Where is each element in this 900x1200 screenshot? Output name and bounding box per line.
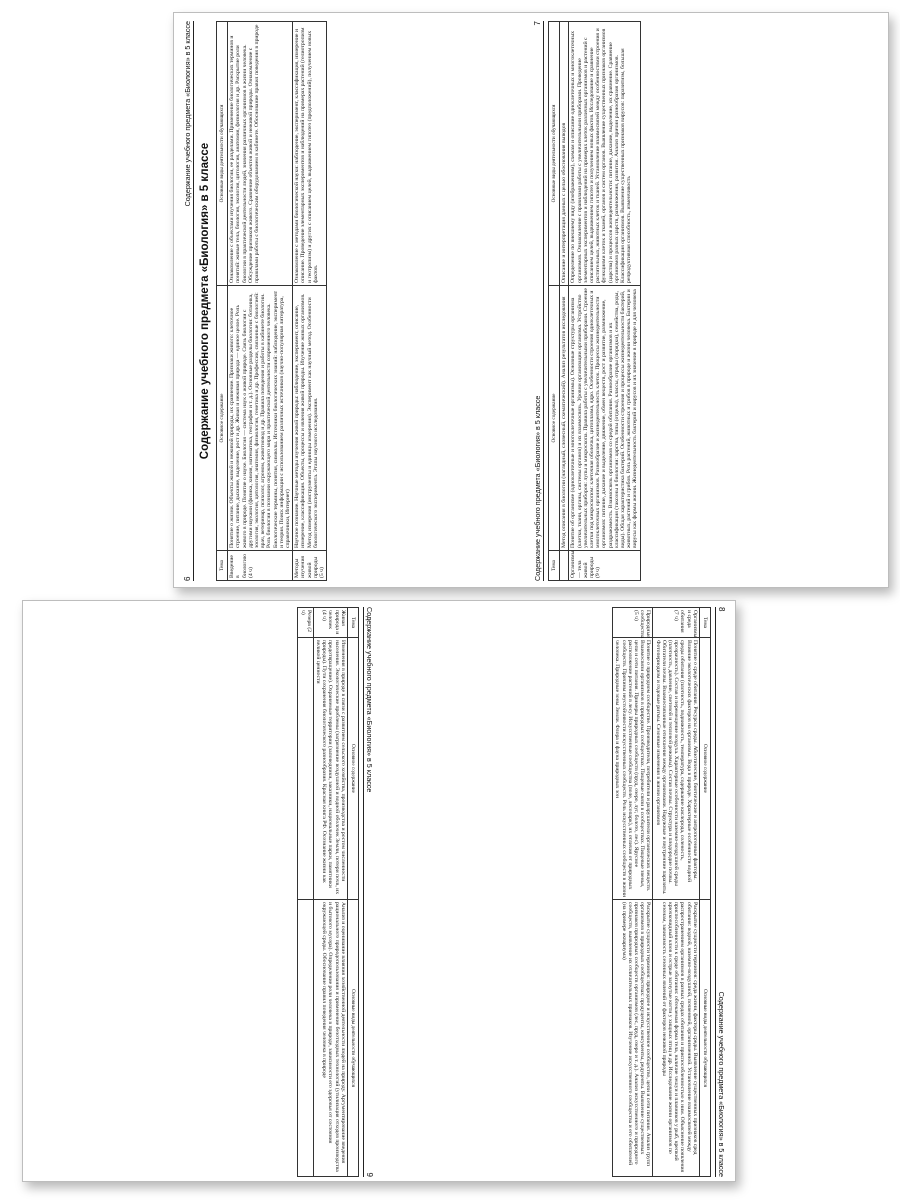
running-title: Содержание учебного предмета «Биология» в 5 классе (717, 991, 726, 1177)
page-8 (387, 607, 727, 1177)
table-row (613, 608, 653, 1177)
activity-cell: Ознакомление с методами биологической науки: наблюдение, эксперимент, классификация, измерение и описание. Проведение элементарных экспериментов и наблюдений на примерах растений (гелиотропизм и геотропизм) и других с описанием целей, выдвижением гипотез (предположений), получением новых фактов. (293, 22, 327, 286)
running-title: Содержание учебного предмета «Биология» в 5 классе (533, 395, 542, 581)
col-topic: Тема (549, 551, 560, 581)
col-topic: Тема (217, 551, 228, 581)
page-9 (35, 607, 375, 1177)
col-content: Основное содержание (699, 638, 710, 900)
topic-cell: Организмы и среда обитания (7 ч) (653, 608, 699, 638)
content-table (612, 607, 711, 1177)
page-7 (532, 21, 872, 581)
col-content: Основное содержание (347, 638, 358, 900)
table-header-row (699, 608, 710, 1177)
topic-cell: Методы изучения живой природы (5 ч) (293, 551, 327, 581)
content-cell: Понятие о жизни. Объекты живой и неживой природы, их сравнение. Признаки живого: клеточное строение, питание, дыхание, выделение, рост и др. Живая и неживая природа — единое целое. Роль живого в природе. Понятие о науке. Биология — система наук о живой природе. Связь биологии с другими науками (физика, химия, математика, география и т. д.). Основные разделы биологии: ботаника, зоология, экология, цитология, анатомия, физиология, генетика и др. Профессии, связанные с биологией: врач, ветеринар, психолог, агроном, животновод и др. Правила поведения и работы в кабинете биологии. Роль биологии в познании окружающего мира и практической деятельности современного человека. Биологические термины, понятия, символы. Источники биологических знаний: наблюдение, эксперимент и теория. Поиск информации с использованием различных источников (научно-популярная литература, справочники, Интернет) (228, 286, 293, 551)
page-number: 9 (365, 1172, 374, 1177)
activity-cell: Описание и интерпретация данных с целью обоснования выводов (560, 22, 569, 286)
col-topic: Тема (699, 608, 710, 638)
content-cell (298, 638, 313, 900)
page-number: 7 (533, 21, 542, 26)
col-content: Основное содержание (549, 286, 560, 551)
col-content: Основное содержание (217, 286, 228, 551)
table-row (293, 22, 327, 581)
running-title: Содержание учебного предмета «Биология» в 5 классе (365, 607, 374, 793)
table-row (569, 22, 640, 581)
page-number: 8 (717, 607, 726, 612)
topic-cell: Организмы — тела живой природы (9 ч) (569, 551, 640, 581)
table-row (560, 22, 569, 581)
content-cell: Изменения в природе в связи с развитием сельского хозяйства, производства и ростом численности населения. Экологические проблемы (загрязнение воздушной и водной оболочек Земли, потери почв, их предотвращение). Охраняемые территории (заповедники, заказники, национальные парки, памятники природы). Пути сохранения биологического разнообразия. Красная книга РФ. Осознание жизни как великой ценности (313, 638, 347, 900)
table-row (298, 608, 313, 1177)
activity-cell: Раскрытие сущности терминов: среда жизни, факторы среды. Выявление существенных признаков сред обитания: водной, наземно-воздушной, почвенной, организменной. Установление взаимосвязей между распространением организмов в разных средах обитания и приспособленностью к ним. Объяснение появления приспособленности к среде обитания: обтекаемая форма тела, наличие чешуи и плавников у рыб, крепкий крючковидный клюв и острые загнутые когти у хищных птиц и др. Исследование жизни организмов по сезонам, зависимость сезонных явлений от факторов неживой природы (653, 900, 699, 1177)
top-sheet-content (182, 21, 882, 581)
activity-cell: Раскрытие сущности терминов: природное и искусственное сообщество, цепи и сети питания. Анализ групп организмов в природных сообществах: продуценты, консументы, редуценты. Выявление существенных признаков природных сообществ организмов (лес, пруд, озеро и т. д.). Анализ искусственного и природного сообществ, выявление их отличительных признаков. Изучение искусственного сообщества и его обитателей (на примере аквариума) (613, 900, 653, 1177)
page-header (182, 21, 194, 581)
table-row (653, 608, 699, 1177)
bottom-sheet (22, 600, 736, 1182)
page-header (532, 21, 544, 581)
topic-cell (560, 551, 569, 581)
topic-cell: Введение в биологию (4 ч) (228, 551, 293, 581)
page-header (715, 607, 727, 1177)
table-row (313, 608, 347, 1177)
page-header (363, 607, 375, 1177)
bottom-sheet-content (27, 607, 727, 1177)
activity-cell (298, 900, 313, 1177)
content-table (216, 21, 327, 581)
section-heading: Содержание учебного предмета «Биология» в 5 классе (199, 142, 211, 460)
col-activity: Основные виды деятельности обучающихся (347, 900, 358, 1177)
content-cell: Понятие о природном сообществе. Производители, потребители и разрушители органических веществ. Взаимосвязи организмов в природных сообществах. Пищевые связи в сообществах. Пищевые звенья, цепи и сети питания. Примеры природных сообществ (пруд, озеро, луг, болото, лес). Ярусное расположение растений в лесу. Искусственные сообщества (поле, лесопарк), их отличия от природных сообществ. Причины неустойчивости искусственных сообществ. Роль искусственных сообществ в жизни человека. Природные зоны Земли. Флора и фауна природных зон (613, 638, 653, 900)
col-activity: Основные виды деятельности обучающихся (217, 22, 228, 286)
content-cell: Понятие о среде обитания. Ресурсы среды. Абиотические, биотические и антропогенные факторы. Влияние экологических факторов на организмы. Вода в природе. Характерные особенности водной среды обитания (плотность, подвижность, температура, содержание кислорода, соленость, прозрачность). Состав и перемещение воздуха. Характерные особенности наземно-воздушной среды (плотность, давление, световой и тепловой режимы). Состав почвы. Структура и плодородие почвы. Обитатели почвы. Взаимосвязанные отношения между организмами. Наружные и внутренние паразиты. Фотопериодизм и годовые ритмы. Сезонные изменения в жизни организмов (653, 638, 699, 900)
table-row (228, 22, 293, 581)
col-topic: Тема (347, 608, 358, 638)
col-activity: Основные виды деятельности обучающихся (699, 900, 710, 1177)
content-cell: Метод описания в биологии (наглядный, словесный, схематический). Анализ результатов исследования (560, 286, 569, 551)
page-6 (182, 21, 517, 581)
content-cell: Научное познание. Научные методы изучения живой природы: наблюдение, эксперимент, описание, измерение, классификация. Объекты, процессы и явления живой природы. Изучение живых организмов. Метод измерения (инструменты и единицы измерения). Эксперимент как научный метод. Особенности биологического эксперимента. Этапы научного исследования. (293, 286, 327, 551)
topic-cell: Резерв (2 ч) (298, 608, 313, 638)
top-sheet (173, 12, 889, 588)
topic-cell: Природные сообщества (5 ч) (613, 608, 653, 638)
page-number: 6 (183, 576, 192, 581)
content-table (297, 607, 359, 1177)
activity-cell: Ознакомление с объектами изучения биологии, ее разделами. Применение биологических терминов и понятий: живые тела, биология, экология, цитология, анатомия, физиология и др. Раскрытие роли биологии в практической деятельности людей, значения различных организмов в жизни человека. Обсуждение признаков живого. Сравнение объектов живой и неживой природы. Ознакомление с правилами работы с биологическим оборудованием в кабинете. Обоснование правил поведения в природе (228, 22, 293, 286)
col-activity: Основные виды деятельности обучающихся (549, 22, 560, 286)
activity-cell: Анализ и оценивание влияния хозяйственной деятельности людей на природу. Аргументирование введения рационального природопользования и применение безотходных технологий (утилизация отходов производства и бытового мусора). Определение роли человека в природе, зависимости его здоровья от состояния окружающей среды. Обоснование правил поведения человека в природе (313, 900, 347, 1177)
content-cell: Понятие об организме (одноклеточные и многоклеточные организмы). Основные структуры организма (клетки, ткани, органы, системы органов) и их взаимосвязь. Уровни организации организма. Устройство увеличительных приборов: лупы и микроскопа. Правила работы с увеличительными приборами. Строение клетки под микроскопом: клеточная оболочка, цитоплазма, ядро. Особенности строения одноклеточных и многоклеточных организмов. Разнообразие и жизнедеятельность клеток. Процессы жизнедеятельности организмов: питание, дыхание и выделение, движение, обмен веществ, рост и развитие, размножение, раздражимость. Взаимосвязь организмов со средой обитания. Разнообразие организмов и их классификация (таксоны в биологии: царства, типы (отделы), классы, отряды (порядки), семейства, роды, виды). Общая характеристика бактерий. Особенности строения и процессы жизнедеятельности бактерий, животных, растений и грибов. Роль растений, животных и грибов в природе и жизни человека. Бактерии и вирусы как формы жизни. Жизнедеятельность бактерий и вирусов и их значение в природе и для человека (569, 286, 640, 551)
table-header-row (347, 608, 358, 1177)
table-header-row (217, 22, 228, 581)
topic-cell: Живая природа и человек (4 ч) (313, 608, 347, 638)
content-table (548, 21, 641, 581)
table-header-row (549, 22, 560, 581)
activity-cell: Определение по внешнему виду (изображениям), схемам и описание одноклеточных и многоклеточных организмов. Ознакомление с правилами работы с увеличительными приборами. Проведение элементарных экспериментов и наблюдений на примерах клеток различных организмов и растений с описанием целей, выдвижением гипотез и получением новых фактов. Исследование и сравнение растительных, животных клеток и тканей. Установление взаимосвязей между особенностями строения и функциями клеток и тканей, органов и систем органов. Выявление существенных признаков организмов (царства) и процессов жизнедеятельности: питание, дыхание, выделение, их сравнение. Сравнение организмов разных царств, размножения, развития. Анализ причин разнообразия организмов. Классификация организмов. Выявление существенных признаков вирусов: паразитизм, большая репродуктивная способность, изменчивость (569, 22, 640, 286)
running-title: Содержание учебного предмета «Биология» в 5 классе (183, 21, 192, 207)
